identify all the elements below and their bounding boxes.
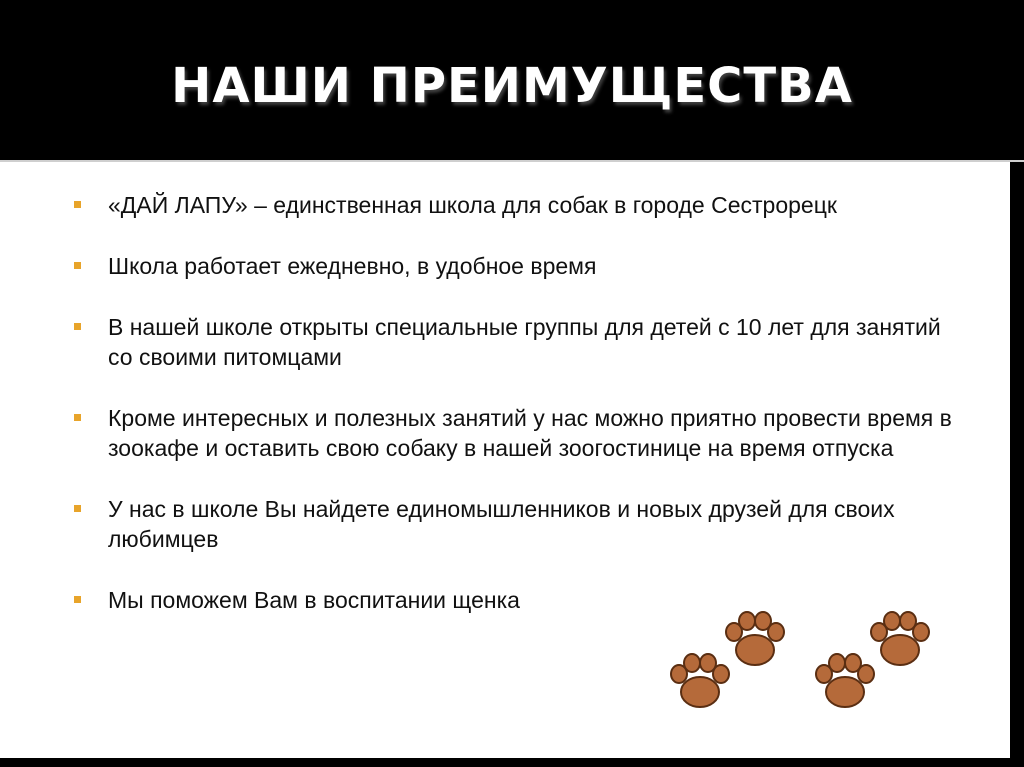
bullet-list <box>70 190 970 646</box>
paw-prints-decoration <box>655 600 945 720</box>
paw-print-icon <box>726 612 784 665</box>
bullet-item <box>70 403 970 463</box>
bullet-text: Школа работает ежедневно, в удобное время <box>108 253 597 279</box>
bullet-text: Кроме интересных и полезных занятий у нас можно приятно провести время в зоокафе и оставить свою собаку в нашей зоогостинице на время отпуска <box>108 405 952 461</box>
bullet-item <box>70 251 970 281</box>
bullet-text: В нашей школе открыты специальные группы для детей с 10 лет для занятий со своими питомцами <box>108 314 941 370</box>
paw-print-icon <box>671 654 729 707</box>
bullet-text: «ДАЙ ЛАПУ» – единственная школа для собак в городе Сестрорецк <box>108 192 837 218</box>
slide-title: НАШИ ПРЕИМУЩЕСТВА <box>171 58 853 114</box>
bullet-marker-icon <box>74 505 81 512</box>
bullet-marker-icon <box>74 262 81 269</box>
bullet-marker-icon <box>74 201 81 208</box>
bullet-marker-icon <box>74 596 81 603</box>
bullet-text: У нас в школе Вы найдете единомышленников и новых друзей для своих любимцев <box>108 496 895 552</box>
bullet-item <box>70 494 970 554</box>
bullet-marker-icon <box>74 414 81 421</box>
bullet-text: Мы поможем Вам в воспитании щенка <box>108 587 520 613</box>
bullet-item <box>70 312 970 372</box>
paw-print-icon <box>816 654 874 707</box>
bullet-marker-icon <box>74 323 81 330</box>
paw-print-icon <box>871 612 929 665</box>
title-bar <box>0 0 1024 160</box>
bullet-item <box>70 190 970 220</box>
